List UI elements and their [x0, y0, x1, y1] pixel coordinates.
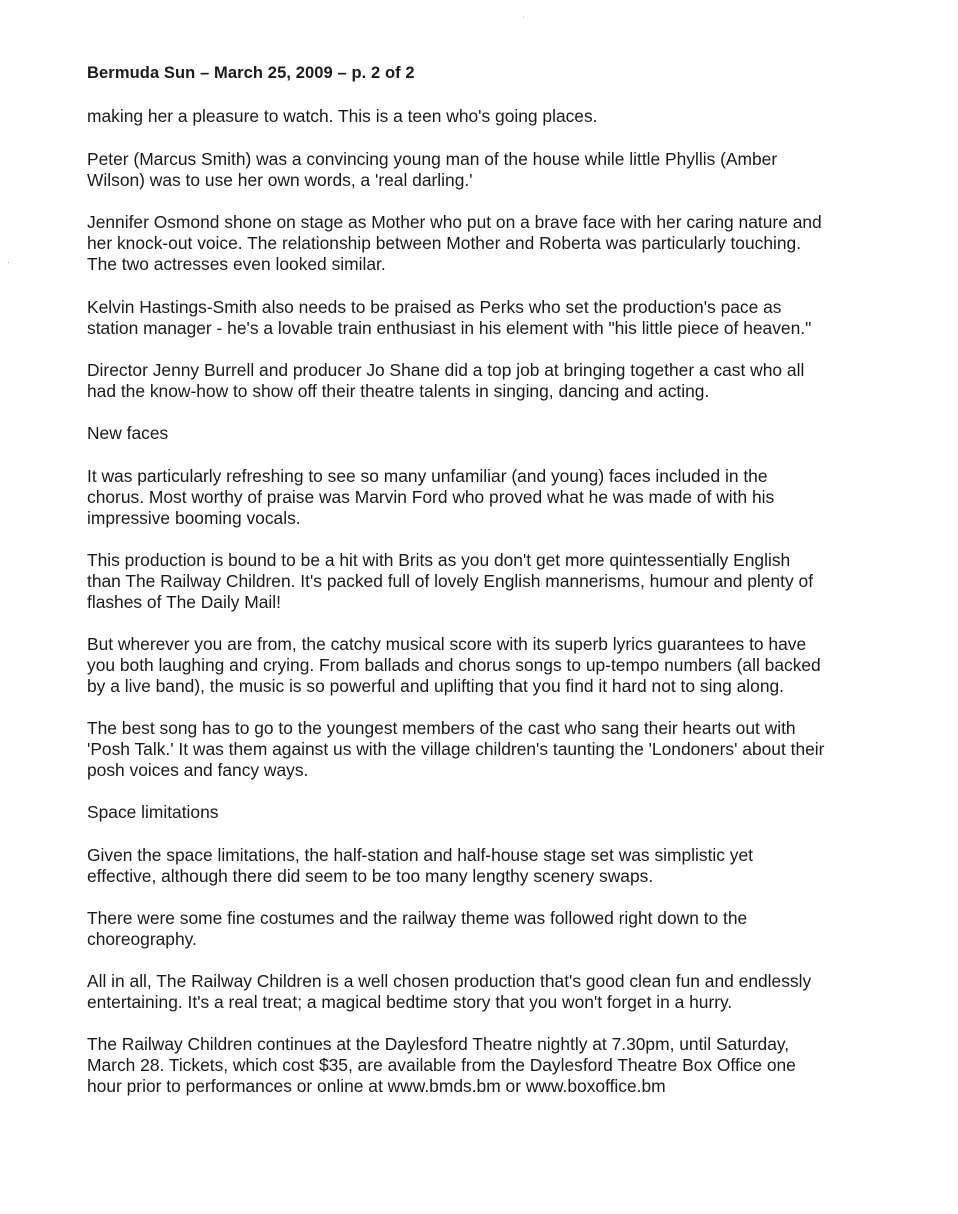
section-heading-new-faces — [87, 423, 887, 444]
paragraph-10 — [87, 845, 887, 887]
page-header: Bermuda Sun – March 25, 2009 – p. 2 of 2 — [87, 64, 415, 82]
text-line: Director Jenny Burrell and producer Jo Shane did a top job at bringing together a cast who all — [87, 360, 805, 380]
text-line: than The Railway Children. It's packed full of lovely English mannerisms, humour and plenty of — [87, 571, 814, 591]
scan-speck — [523, 17, 524, 18]
paragraph-1 — [87, 106, 887, 127]
text-line: The Railway Children continues at the Daylesford Theatre nightly at 7.30pm, until Saturday, — [87, 1034, 790, 1054]
text-line: station manager - he's a lovable train enthusiast in his element with "his little piece of heaven." — [87, 318, 812, 338]
section-heading-space-limitations — [87, 802, 887, 823]
text-line: by a live band), the music is so powerful and uplifting that you find it hard not to sing along. — [87, 676, 785, 696]
scan-speck — [8, 262, 9, 263]
text-line: Wilson) was to use her own words, a 'real darling.' — [87, 170, 473, 190]
paragraph-11 — [87, 908, 887, 950]
text-line: Jennifer Osmond shone on stage as Mother who put on a brave face with her caring nature and — [87, 212, 822, 232]
paragraph-3 — [87, 212, 887, 275]
text-line: chorus. Most worthy of praise was Marvin Ford who proved what he was made of with his — [87, 487, 775, 507]
paragraph-2 — [87, 149, 887, 191]
paragraph-9 — [87, 718, 887, 781]
text-line: The two actresses even looked similar. — [87, 254, 386, 274]
paragraph-12 — [87, 971, 887, 1013]
text-line: flashes of The Daily Mail! — [87, 592, 281, 612]
text-line: This production is bound to be a hit with Brits as you don't get more quintessentially English — [87, 550, 791, 570]
text-line: The best song has to go to the youngest members of the cast who sang their hearts out with — [87, 718, 796, 738]
text-line: Space limitations — [87, 802, 219, 822]
text-line: effective, although there did seem to be too many lengthy scenery swaps. — [87, 866, 654, 886]
text-line: There were some fine costumes and the railway theme was followed right down to the — [87, 908, 748, 928]
text-line: you both laughing and crying. From ballads and chorus songs to up-tempo numbers (all backed — [87, 655, 821, 675]
paragraph-5 — [87, 360, 887, 402]
text-line: It was particularly refreshing to see so many unfamiliar (and young) faces included in the — [87, 466, 768, 486]
text-line: March 28. Tickets, which cost $35, are available from the Daylesford Theatre Box Office one — [87, 1055, 796, 1075]
paragraph-4 — [87, 297, 887, 339]
paragraph-6 — [87, 466, 887, 529]
text-line: Given the space limitations, the half-station and half-house stage set was simplistic yet — [87, 845, 754, 865]
text-line: New faces — [87, 423, 169, 443]
text-line: had the know-how to show off their theatre talents in singing, dancing and acting. — [87, 381, 710, 401]
text-line: Peter (Marcus Smith) was a convincing young man of the house while little Phyllis (Amber — [87, 149, 778, 169]
text-line: posh voices and fancy ways. — [87, 760, 309, 780]
text-line: But wherever you are from, the catchy musical score with its superb lyrics guarantees to have — [87, 634, 807, 654]
text-line: her knock-out voice. The relationship between Mother and Roberta was particularly touching. — [87, 233, 802, 253]
text-line: All in all, The Railway Children is a well chosen production that's good clean fun and endlessly — [87, 971, 812, 991]
text-line: hour prior to performances or online at www.bmds.bm or www.boxoffice.bm — [87, 1076, 666, 1096]
text-line: choreography. — [87, 929, 197, 949]
text-line: making her a pleasure to watch. This is a teen who's going places. — [87, 106, 598, 126]
text-line: Kelvin Hastings-Smith also needs to be praised as Perks who set the production's pace as — [87, 297, 782, 317]
text-line: impressive booming vocals. — [87, 508, 301, 528]
paragraph-7 — [87, 550, 887, 613]
text-line: entertaining. It's a real treat; a magical bedtime story that you won't forget in a hurry. — [87, 992, 733, 1012]
text-line: 'Posh Talk.' It was them against us with the village children's taunting the 'Londoners' about their — [87, 739, 825, 759]
paragraph-8 — [87, 634, 887, 697]
paragraph-13 — [87, 1034, 887, 1097]
